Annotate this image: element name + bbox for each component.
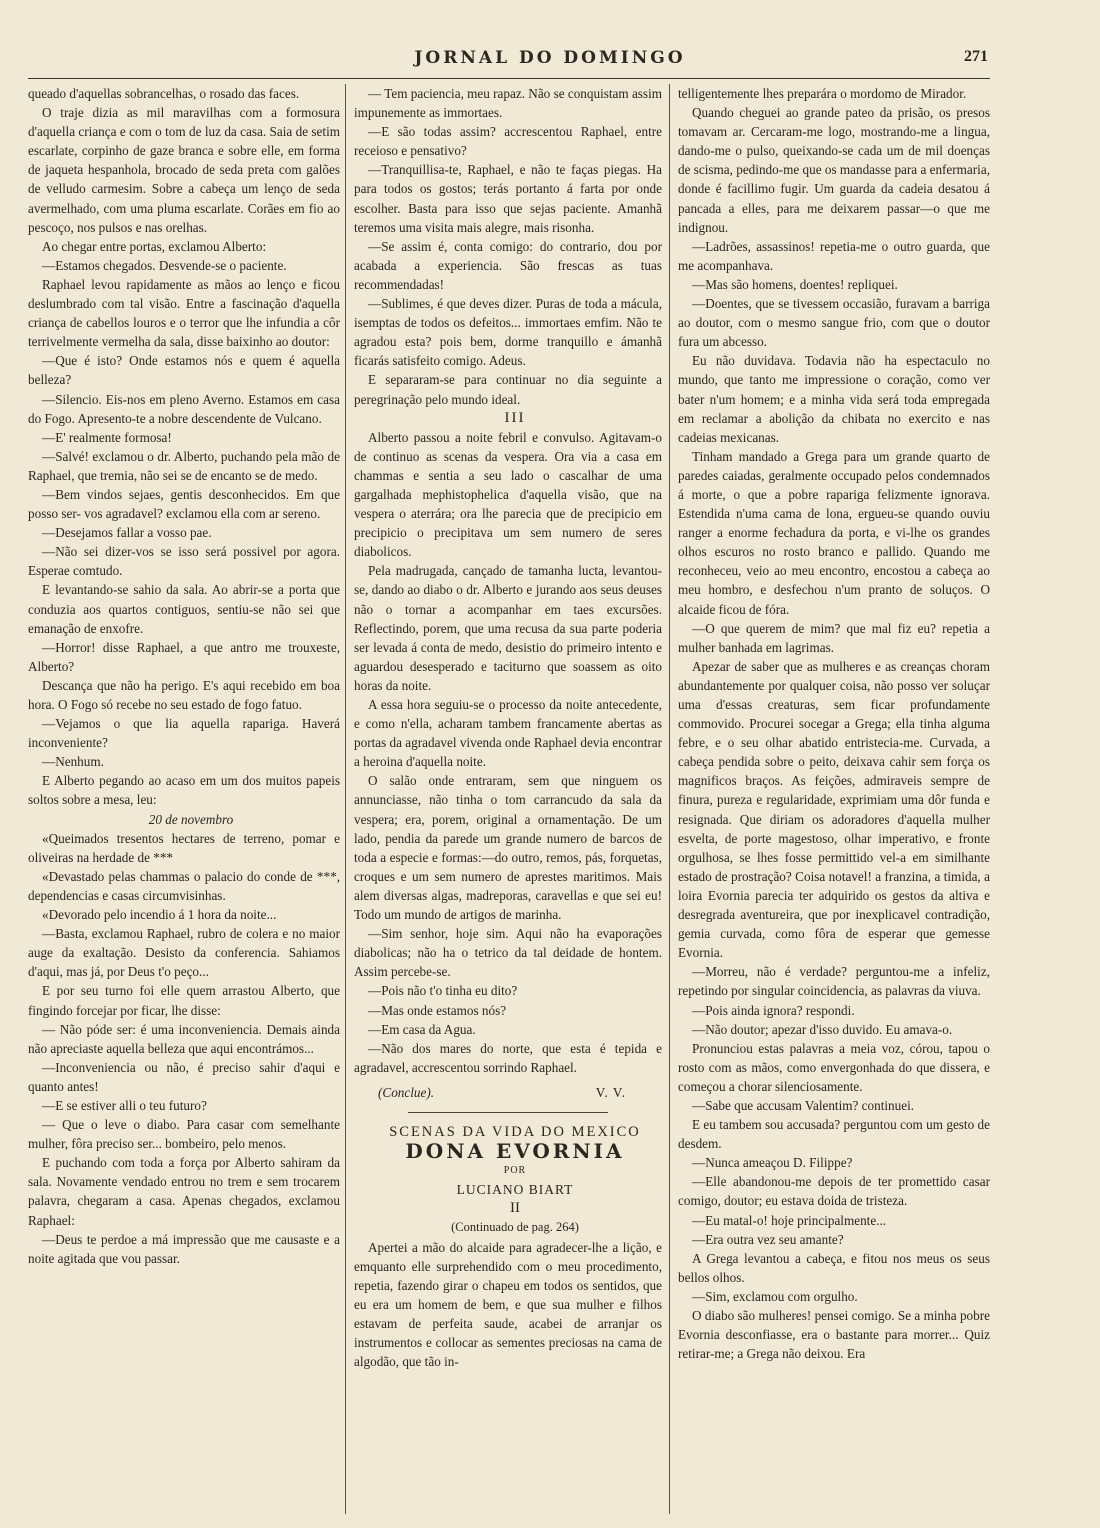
- conclue-note: (Conclue).: [378, 1084, 435, 1100]
- paragraph: —Nenhum.: [42, 754, 104, 770]
- paragraph: E levantando-se sahio da sala. Ao abrir-se a porta que conduzia aos quartos contiguos, sentiu-se não sei que emanação de enxofre.: [28, 582, 340, 636]
- header-rule: [28, 78, 990, 79]
- paragraph: «Devorado pelo incendio á 1 hora da noite...: [42, 907, 277, 923]
- paragraph: —Sabe que accusam Valentim? continuei.: [692, 1097, 915, 1113]
- paragraph: —Nunca ameaçou D. Filippe?: [692, 1155, 853, 1171]
- article-by-label: POR: [503, 1165, 527, 1177]
- paragraph: Tinham mandado a Grega para um grande quarto de paredes caiadas, geralmente occupado pelos condemnados á morte, o que a pobre rapariga felizmente ignorava. Estendida n'uma cama de lona, ergueu-se quando ouviu ranger a enorme fechadura da porta, e vi-lhe os grandes olhos escuros no rosto branco e pallido. Quando me reconheceu, veio ao meu encontro, encostou a cabeça ao meu hombro, e desfechou n'um pranto de soluços. O alcaide ficou de fóra.: [678, 448, 990, 617]
- paragraph: —Não doutor; apezar d'isso duvido. Eu amava-o.: [692, 1021, 953, 1037]
- paragraph: —Morreu, não é verdade? perguntou-me a infeliz, repetindo por singular coincidencia, as palavras da viuva.: [678, 964, 990, 999]
- paragraph: —Em casa da Agua.: [368, 1021, 476, 1037]
- paragraph: —Elle abandonou-me depois de ter promettido casar comigo, doutor; eu estava doida de tristeza.: [678, 1174, 990, 1209]
- paragraph: Quando cheguei ao grande pateo da prisão, os presos tomavam ar. Cercaram-me logo, mostrando-me a lingua, dando-me o pulso, queixando-se cada um de mil doenças de scisma, pedindo-me que os mandasse para a enfermaria, donde é facillimo fugir. Um guarda da cadeia desatou á pancada a elles, para me deixarem passar—o que me indignou.: [678, 105, 990, 235]
- dateline: 20 de novembro: [148, 811, 234, 827]
- paragraph: —Mas onde estamos nós?: [368, 1002, 507, 1018]
- article-title: DONA EVORNIA: [405, 1139, 625, 1164]
- section-number: III: [504, 409, 526, 426]
- paragraph: —Bem vindos sejaes, gentis desconhecidos. Em que posso ser- vos agradavel? exclamou ella com ar sereno.: [28, 486, 340, 522]
- column-3: [678, 84, 990, 1514]
- paragraph: —E' realmente formosa!: [42, 429, 172, 445]
- paragraph: telligentemente lhes preparára o mordomo de Mirador.: [678, 86, 967, 101]
- paragraph: —Que é isto? Onde estamos nós e quem é aquella belleza?: [28, 353, 340, 388]
- paragraph: E Alberto pegando ao acaso em um dos muitos papeis soltos sobre a mesa, leu:: [28, 773, 340, 808]
- column-1: [28, 84, 340, 1514]
- paragraph: —Desejamos fallar a vosso pae.: [42, 525, 212, 541]
- paragraph: «Queimados tresentos hectares de terreno, pomar e oliveiras na herdade de ***: [28, 830, 340, 865]
- paragraph: —E são todas assim? accrescentou Raphael, entre receioso e pensativo?: [354, 124, 662, 159]
- masthead-title: JORNAL DO DOMINGO: [414, 48, 686, 68]
- column-rule-left: [345, 84, 346, 1514]
- paragraph: —Sim senhor, hoje sim. Aqui não ha evaporações diabolicas; não ha o tetrico da tal deidade de hontem. Assim percebe-se.: [354, 926, 662, 980]
- paragraph: —Não sei dizer-vos se isso será possivel por agora. Esperae comtudo.: [28, 544, 340, 579]
- paragraph: —Não dos mares do norte, que esta é tepida e agradavel, accrescentou sorrindo Raphael.: [354, 1040, 662, 1075]
- article-divider: [408, 1112, 608, 1113]
- paragraph: Eu não duvidava. Todavia não ha espectaculo no mundo, que tanto me impressione o coração, como ver bater n'um homem; e a minha vida será toda empregada em reclamar a abolição da chibata no exercito e nas cadeias mexicanas.: [678, 353, 990, 445]
- paragraph: O traje dizia as mil maravilhas com a formosura d'aquella criança e com o tom de luz da casa. Saia de setim escarlate, corpinho de gaze branca e sobre elle, em forma de jaqueta hespanhola, brocado de seda preta com galões de velludo carmesim. Sobre a cabeça um lenço de seda avermelhado, com uma pluma escarlate. Corães em fio ao pescoço, nos pulsos e nas orelhas.: [28, 105, 340, 235]
- paragraph: Apertei a mão do alcaide para agradecer-lhe a lição, e emquanto elle surprehendido com o meu procedimento, repetia, fazendo girar o chapeu em todos os sentidos, que eu era um homem de bem, e que sua mulher e filhos estavam de perfeita saude, acabei de arranjar os instrumentos e collocar as sementes preciosas na cama de algodão, que tão in-: [354, 1239, 662, 1370]
- paragraph: —Basta, exclamou Raphael, rubro de colera e no maior auge da exaltação. Desisto da conferencia. Sahiamos d'aqui, mas já, por Deus t'o peço...: [28, 926, 340, 980]
- article-author: LUCIANO BIART: [456, 1182, 574, 1198]
- article-series: SCENAS DA VIDA DO MEXICO: [389, 1123, 641, 1140]
- paragraph: Pronunciou estas palavras a meia voz, córou, tapou o rosto com as mãos, como envergonhada do que dissera, e começou a chorar silenciosamente.: [678, 1040, 990, 1094]
- paragraph: E eu tambem sou accusada? perguntou com um gesto de desdem.: [678, 1117, 990, 1152]
- column-rule-right: [669, 84, 670, 1514]
- page-number: 271: [964, 48, 988, 65]
- paragraph: Raphael levou rapidamente as mãos ao lenço e ficou deslumbrado com tal visão. Entre a fascinação d'aquella criança de cabellos louros e o terror que lhe infundia a côr terrivelmente vermelha da sala, disse baixinho ao doutor:: [28, 276, 340, 350]
- paragraph: —Salvé! exclamou o dr. Alberto, puchando pela mão de Raphael, que tremia, não sei se de encanto se de medo.: [28, 448, 340, 483]
- paragraph: —Deus te perdoe a má impressão que me causaste e a noite agitada que vou passar.: [28, 1231, 340, 1266]
- paragraph: —Eu matal-o! hoje principalmente...: [692, 1212, 887, 1228]
- paragraph: — Que o leve o diabo. Para casar com semelhante mulher, fôra preciso ser... bombeiro, pelo menos.: [28, 1117, 340, 1152]
- paragraph: «Devastado pelas chammas o palacio do conde de ***, dependencias e casas circumvisinhas.: [28, 868, 340, 903]
- paragraph: A essa hora seguiu-se o processo da noite antecedente, e como n'ella, acharam tambem francamente abertas as portas da agradavel vivenda onde Raphael devia encontrar a heroina d'aquella noite.: [354, 697, 662, 770]
- paragraph: —Mas são homens, doentes! repliquei.: [692, 276, 898, 292]
- paragraph: —Silencio. Eis-nos em pleno Averno. Estamos em casa do Fogo. Apresento-te a nobre descendente de Vulcano.: [28, 391, 340, 426]
- paragraph: E separaram-se para continuar no dia seguinte a peregrinação pelo mundo ideal.: [354, 372, 662, 407]
- paragraph: Apezar de saber que as mulheres e as creanças choram abundantemente por qualquer coisa, não posso ver soluçar uma d'essas creaturas, sem ficar profundamente commovido. Procurei socegar a Grega; ella tinha alguma febre, e o seu olhar abatido entristecia-me. Curvada, a cabeça pendida sobre o peito, deixava cahir sem força os magnificos braços. As feições, admiraveis sempre de finura, pureza e regularidade, exprimiam uma dôr funda e resignada. Que diriam os adoradores d'aquella mulher esvelta, de porte magestoso, olhar imperativo, e fronte orgulhosa, se lhes fosse permittido vel-a em similhante estado de prostração? Coisa notavel! a franzina, a timida, a loira Evornia parecia ter adquirido os gestos da altiva e desregrada aventureira, que por inexplicavel contradição, gemia curvada, como fôra de esperar que gemesse Evornia.: [678, 658, 990, 961]
- paragraph: Alberto passou a noite febril e convulso. Agitavam-o de continuo as scenas da vespera. Ora via a casa em chammas e sentia a seu lado o cascalhar de uma gargalhada mephistophelica d'aquella visão, que na vespera o aterrára; ora lhe parecia que de precipicio em precipicio o precipitava um sem numero de seres diabolicos.: [354, 429, 662, 560]
- paragraph: —Sim, exclamou com orgulho.: [692, 1288, 858, 1304]
- paragraph: —Era outra vez seu amante?: [692, 1231, 844, 1247]
- article-chapter: II: [510, 1200, 520, 1217]
- paragraph: —O que querem de mim? que mal fiz eu? repetia a mulher banhada em lagrimas.: [678, 620, 990, 655]
- paragraph: queado d'aquellas sobrancelhas, o rosado das faces.: [28, 86, 300, 101]
- paragraph: Descança que não ha perigo. E's aqui recebido em boa hora. O Fogo só recebe no seu estado de fogo fatuo.: [28, 677, 340, 712]
- paragraph: —Doentes, que se tivessem occasião, furavam a barriga ao doutor, com o mesmo sangue frio, com que o doutor fura um abcesso.: [678, 296, 990, 350]
- paragraph: A Grega levantou a cabeça, e fitou nos meus os seus bellos olhos.: [678, 1250, 990, 1285]
- article-signature: [354, 1083, 662, 1102]
- paragraph: Pela madrugada, cançado de tamanha lucta, levantou-se, dando ao diabo o dr. Alberto e jurando aos seus deuses não o tornar a acompanhar em taes excursões. Reflectindo, porem, que uma recusa da sua parte poderia ser levada á conta de medo, desistio do primeiro intento e aguardou desesperado e taciturno que soassem as oito horas da noite.: [354, 563, 662, 693]
- column-2: [354, 84, 662, 1514]
- paragraph: —Inconveniencia ou não, é preciso sahir d'aqui e quanto antes!: [28, 1059, 340, 1094]
- paragraph: —Estamos chegados. Desvende-se o paciente.: [42, 257, 287, 273]
- paragraph: —Ladrões, assassinos! repetia-me o outro guarda, que me acompanhava.: [678, 238, 990, 273]
- paragraph: —Se assim é, conta comigo: do contrario, dou por acabada a experiencia. São frescas as tuas recommendadas!: [354, 238, 662, 292]
- paragraph: —Vejamos o que lia aquella rapariga. Haverá inconveniente?: [28, 716, 340, 751]
- paragraph: Ao chegar entre portas, exclamou Alberto:: [42, 238, 267, 254]
- paragraph: E puchando com toda a força por Alberto sahiram da sala. Novamente vendado entrou no trem e sem trocarem palavra, chegaram a casa. Apenas chegados, exclamou Raphael:: [28, 1155, 340, 1228]
- paragraph: —E se estiver alli o teu futuro?: [42, 1097, 207, 1113]
- paragraph: —Horror! disse Raphael, a que antro me trouxeste, Alberto?: [28, 639, 340, 674]
- article-continued-note: (Continuado de pag. 264): [451, 1220, 579, 1235]
- paragraph: — Não póde ser: é uma inconveniencia. Demais ainda não apreciaste aquella belleza que aqui encontrámos...: [28, 1021, 340, 1056]
- author-initials: V. V.: [595, 1084, 626, 1100]
- paragraph: —Pois não t'o tinha eu dito?: [368, 983, 518, 999]
- paragraph: O diabo são mulheres! pensei comigo. Se a minha pobre Evornia desconfiasse, era o bastante para morrer... Quiz retirar-me; a Grega não deixou. Era: [678, 1308, 990, 1362]
- paragraph: —Tranquillisa-te, Raphael, e não te faças piegas. Ha para todos os gostos; terás portanto á farta por onde escolher. Basta para isso que sejas paciente. Amanhã teremos uma visita mais alegre, mais risonha.: [354, 162, 662, 235]
- paragraph: —Pois ainda ignora? respondi.: [692, 1002, 855, 1018]
- paragraph: — Tem paciencia, meu rapaz. Não se conquistam assim impunemente as immortaes.: [354, 86, 662, 121]
- paragraph: E por seu turno foi elle quem arrastou Alberto, que fingindo forcejar por ficar, lhe disse:: [28, 983, 340, 1018]
- paragraph: O salão onde entraram, sem que ninguem os annunciasse, não tinha o tom carrancudo da sala da vespera; era, porem, original a ornamentação. De um lado, pendia da parede um grande numero de barcos de toda a especie e formas:—do outro, remos, pás, forquetas, croques e um sem numero de aprestes maritimos. Mais alem diversas algas, madreporas, caravellas e que sei eu! Todo um mundo de artigos de marinha.: [354, 773, 662, 923]
- paragraph: —Sublimes, é que deves dizer. Puras de toda a mácula, isemptas de todos os defeitos... immortaes emfim. Não te agradou esta? pois bem, dorme tranquillo e ámanhã ficarás satisfeito comigo. Adeus.: [354, 296, 662, 369]
